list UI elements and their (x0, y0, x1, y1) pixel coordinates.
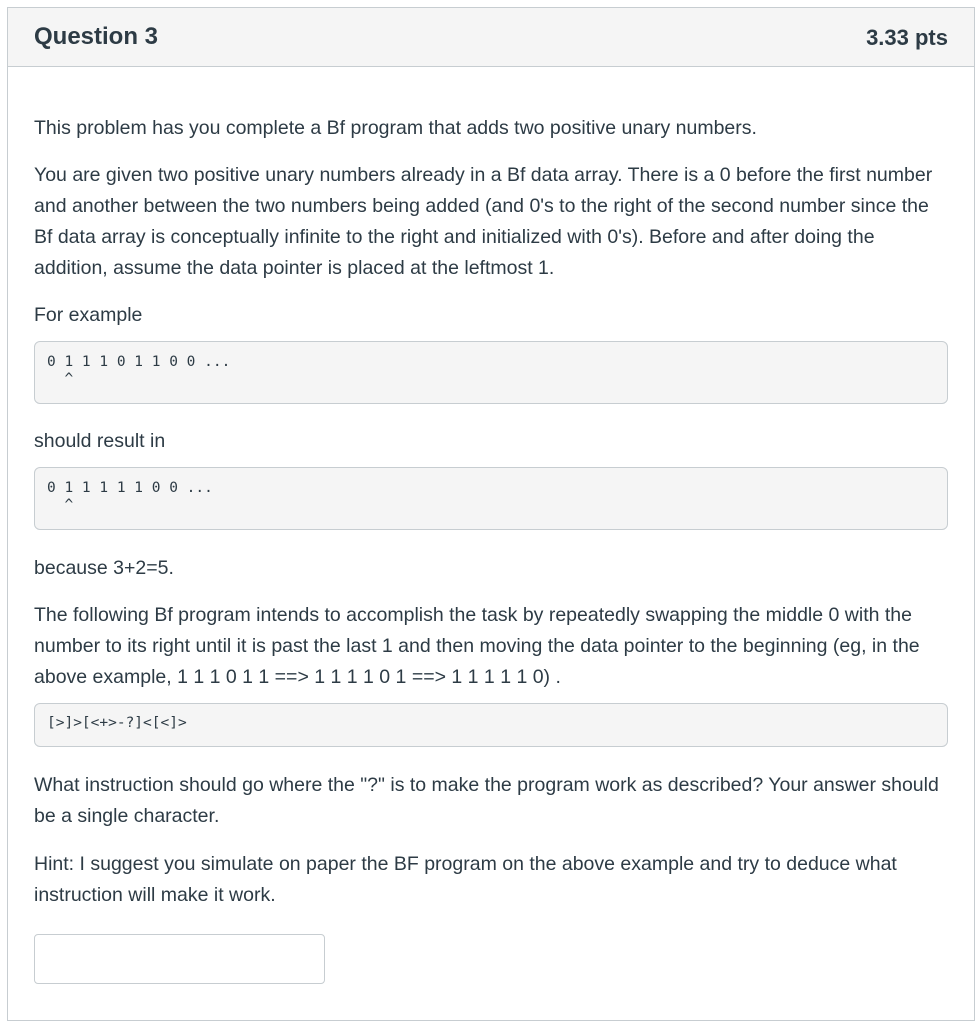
for-example-text: For example (34, 304, 143, 326)
question-points: 3.33 pts (866, 25, 948, 50)
because-text: because 3+2=5. (34, 557, 174, 579)
hint-text: Hint: I suggest you simulate on paper the BF program on the above example and try to deduce what instruction will make it work. (34, 853, 897, 906)
question-header (8, 8, 974, 67)
question-title: Question 3 (34, 23, 159, 50)
example-input-code: 0 1 1 1 0 1 1 0 0 ... ^ (34, 341, 948, 404)
description-text: You are given two positive unary numbers already in a Bf data array. There is a 0 before the first number and another between the two numbers being added (and 0's to the right of the second number since the Bf data array is conceptually infinite to the right and initialized with 0's). Before and after doing the addition, assume the data pointer is placed at the leftmost 1. (34, 164, 933, 279)
question-card (7, 7, 975, 1021)
program-code: [>]>[<+>-?]<[<]> (34, 703, 948, 747)
intro-text: This problem has you complete a Bf program that adds two positive unary numbers. (34, 117, 757, 139)
answer-input[interactable] (34, 934, 325, 984)
should-result-text: should result in (34, 430, 166, 452)
question-text: What instruction should go where the "?" is to make the program work as described? Your answer should be a single character. (34, 774, 939, 827)
example-output-code: 0 1 1 1 1 1 0 0 ... ^ (34, 467, 948, 530)
program-intro-text: The following Bf program intends to accomplish the task by repeatedly swapping the middle 0 with the number to its right until it is past the last 1 and then moving the data pointer to the beginning (eg, in the above example, 1 1 1 0 1 1 ==> 1 1 1 1 0 1 ==> 1 1 1 1 1 0) . (34, 604, 920, 688)
